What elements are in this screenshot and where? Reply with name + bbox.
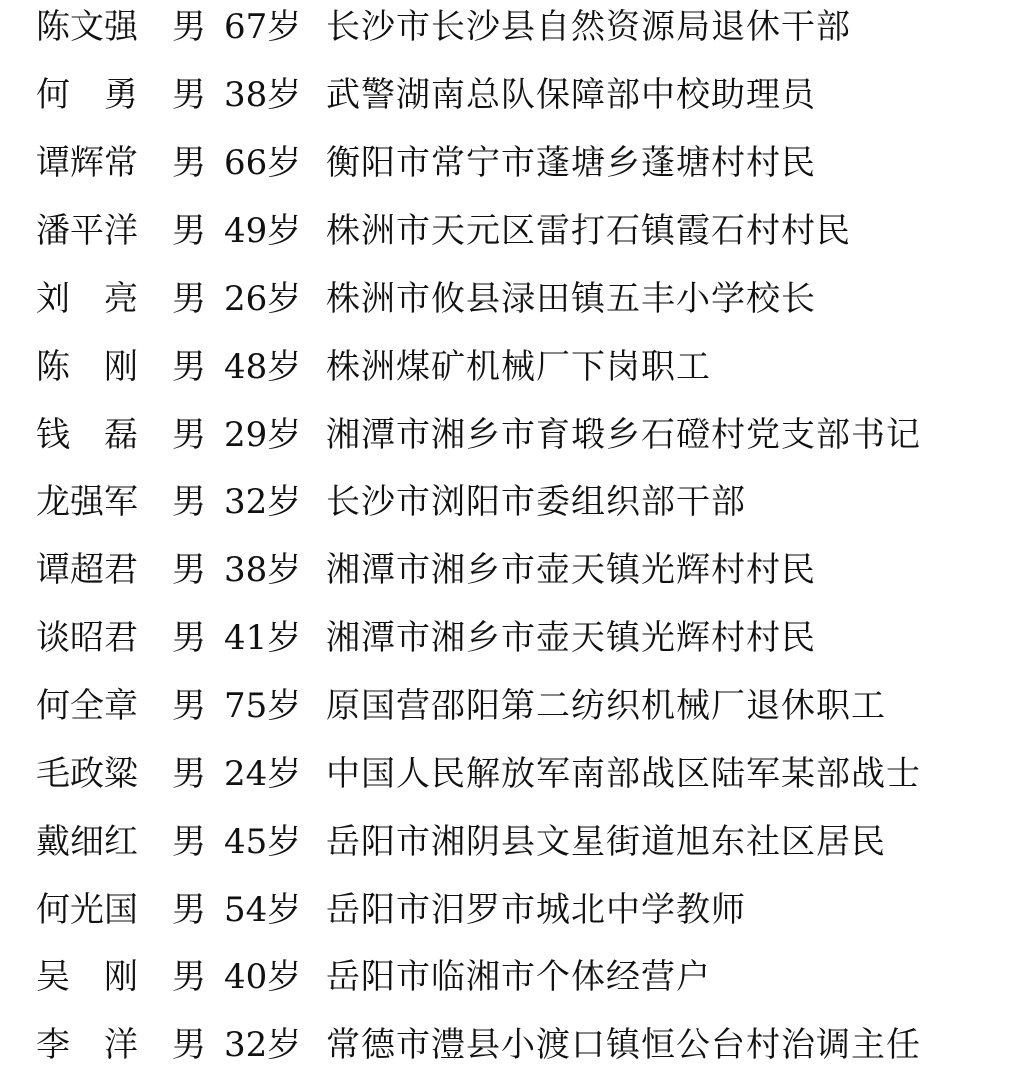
person-name: 毛政粱 [36,754,138,794]
list-item [0,269,1027,329]
person-age: 67岁 [224,7,302,47]
person-description: 岳阳市汨罗市城北中学教师 [326,890,746,930]
list-item [0,0,1027,57]
person-description: 原国营邵阳第二纺织机械厂退休职工 [326,686,886,726]
person-gender: 男 [172,347,206,387]
person-age: 38岁 [224,75,302,115]
person-age: 45岁 [224,822,302,862]
person-description: 中国人民解放军南部战区陆军某部战士 [326,754,921,794]
person-name: 吴 刚 [36,957,138,997]
list-item [0,1015,1027,1075]
person-gender: 男 [172,211,206,251]
person-description: 株洲市天元区雷打石镇霞石村村民 [326,211,851,251]
list-item [0,744,1027,804]
person-description: 岳阳市湘阴县文星街道旭东社区居民 [326,822,886,862]
person-description: 株洲煤矿机械厂下岗职工 [326,347,711,387]
person-name: 何光国 [36,890,138,930]
list-item [0,201,1027,261]
person-age: 49岁 [224,211,302,251]
list-item [0,337,1027,397]
list-item [0,472,1027,532]
person-gender: 男 [172,482,206,522]
person-name: 何全章 [36,686,138,726]
person-description: 湘潭市湘乡市壶天镇光辉村村民 [326,618,816,658]
person-gender: 男 [172,143,206,183]
person-description: 常德市澧县小渡口镇恒公台村治调主任 [326,1025,921,1065]
person-name: 何 勇 [36,75,138,115]
person-gender: 男 [172,957,206,997]
person-gender: 男 [172,754,206,794]
person-gender: 男 [172,618,206,658]
list-item [0,405,1027,465]
person-age: 29岁 [224,415,302,455]
list-item [0,65,1027,125]
list-item [0,608,1027,668]
person-gender: 男 [172,686,206,726]
list-item [0,880,1027,940]
person-age: 24岁 [224,754,302,794]
list-item [0,540,1027,600]
person-gender: 男 [172,75,206,115]
person-description: 衡阳市常宁市蓬塘乡蓬塘村村民 [326,143,816,183]
person-age: 40岁 [224,957,302,997]
person-description: 湘潭市湘乡市育塅乡石磴村党支部书记 [326,415,921,455]
list-item [0,947,1027,1007]
person-description: 株洲市攸县渌田镇五丰小学校长 [326,279,816,319]
person-gender: 男 [172,279,206,319]
person-description: 岳阳市临湘市个体经营户 [326,957,711,997]
person-gender: 男 [172,550,206,590]
person-description: 武警湖南总队保障部中校助理员 [326,75,816,115]
person-gender: 男 [172,890,206,930]
person-gender: 男 [172,7,206,47]
person-name: 李 洋 [36,1025,138,1065]
person-description: 长沙市浏阳市委组织部干部 [326,482,746,522]
person-age: 32岁 [224,1025,302,1065]
list-item [0,812,1027,872]
person-name: 陈文强 [36,7,138,47]
person-name: 谭超君 [36,550,138,590]
person-name: 龙强军 [36,482,138,522]
list-item [0,676,1027,736]
person-name: 陈 刚 [36,347,138,387]
person-age: 32岁 [224,482,302,522]
person-name: 钱 磊 [36,415,138,455]
person-description: 长沙市长沙县自然资源局退休干部 [326,7,851,47]
person-gender: 男 [172,822,206,862]
list-item [0,133,1027,193]
person-gender: 男 [172,415,206,455]
person-age: 41岁 [224,618,302,658]
person-name: 谈昭君 [36,618,138,658]
person-description: 湘潭市湘乡市壶天镇光辉村村民 [326,550,816,590]
person-name: 戴细红 [36,822,138,862]
person-name: 刘 亮 [36,279,138,319]
person-age: 48岁 [224,347,302,387]
person-age: 38岁 [224,550,302,590]
person-age: 66岁 [224,143,302,183]
person-name: 谭辉常 [36,143,138,183]
person-age: 75岁 [224,686,302,726]
person-name: 潘平洋 [36,211,138,251]
person-gender: 男 [172,1025,206,1065]
person-age: 54岁 [224,890,302,930]
person-age: 26岁 [224,279,302,319]
